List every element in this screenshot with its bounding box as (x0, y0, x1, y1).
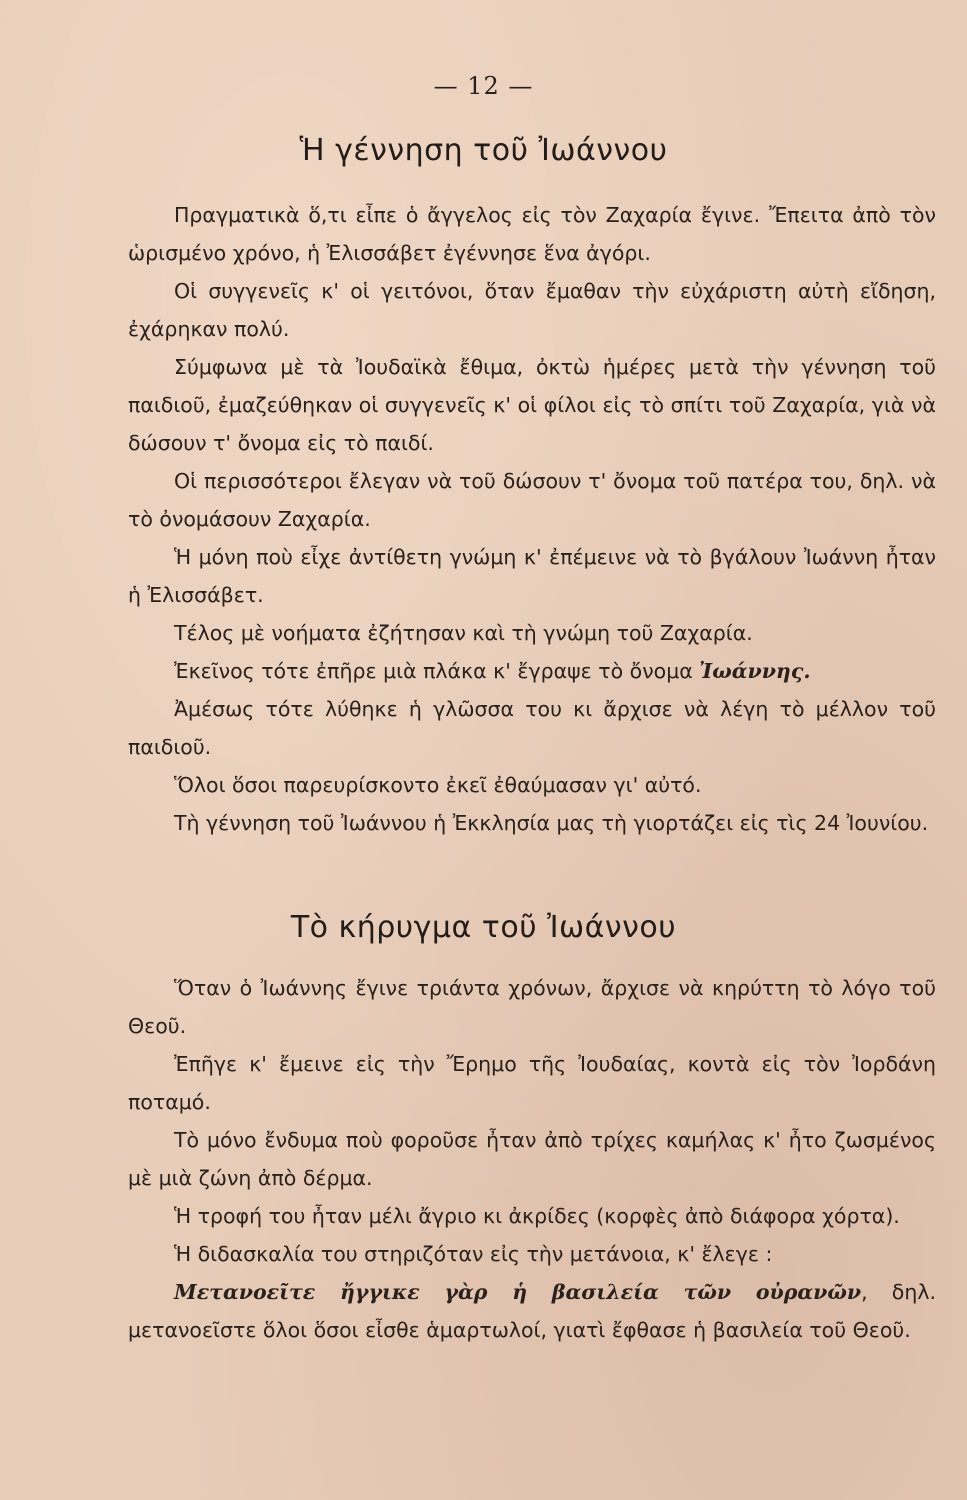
paragraph: Ὅλοι ὅσοι παρευρίσκοντο ἐκεῖ ἐθαύμασαν γι' αὐτό. (174, 773, 702, 797)
emphasized-quote: Μετανοεῖτε ἤγγικε γὰρ ἡ βασιλεία τῶν οὐρανῶν (174, 1280, 862, 1304)
paragraph: Οἱ περισσότεροι ἔλεγαν νὰ τοῦ δώσουν τ' ὄνομα τοῦ πατέρα του, δηλ. νὰ τὸ ὀνομάσουν Ζαχαρία. (128, 469, 936, 531)
paragraph: Ἡ διδασκαλία του στηριζόταν εἰς τὴν μετάνοια, κ' ἔλεγε : (174, 1242, 773, 1266)
paragraph-text: , δηλ. μετανοεῖστε ὅλοι ὅσοι εἶσθε ἁμαρτωλοί, γιατὶ ἔφθασε ἡ βασιλεία τοῦ Θεοῦ. (128, 1280, 936, 1342)
paragraph: Ἐπῆγε κ' ἔμεινε εἰς τὴν Ἔρημο τῆς Ἰουδαίας, κοντὰ εἰς τὸν Ἰορδάνη ποταμό. (128, 1052, 936, 1114)
paragraph: Τὴ γέννηση τοῦ Ἰωάννου ἡ Ἐκκλησία μας τὴ γιορτάζει εἰς τὶς 24 Ἰουνίου. (174, 811, 929, 835)
paragraph (128, 1273, 936, 1349)
paragraph: Τέλος μὲ νοήματα ἐζήτησαν καὶ τὴ γνώμη τοῦ Ζαχαρία. (174, 621, 753, 645)
paragraph: Οἱ συγγενεῖς κ' οἱ γειτόνοι, ὅταν ἔμαθαν τὴν εὐχάριστη αὐτὴ εἴδηση, ἐχάρηκαν πολύ. (128, 279, 936, 341)
section-title-birth: Ἡ γέννηση τοῦ Ἰωάννου (299, 133, 668, 168)
paragraph: Ἀμέσως τότε λύθηκε ἡ γλῶσσα του κι ἄρχισε νὰ λέγη τὸ μέλλον τοῦ παιδιοῦ. (128, 697, 936, 759)
emphasized-name: Ἰωάννης. (699, 659, 811, 683)
paragraph: Πραγματικὰ ὅ,τι εἶπε ὁ ἄγγελος εἰς τὸν Ζαχαρία ἔγινε. Ἔπειτα ἀπὸ τὸν ὡρισμένο χρόνο, ἡ Ἐλισσάβετ ἐγέννησε ἕνα ἀγόρι. (128, 203, 936, 265)
paragraph: Ἡ μόνη ποὺ εἶχε ἀντίθετη γνώμη κ' ἐπέμεινε νὰ τὸ βγάλουν Ἰωάννη ἦταν ἡ Ἐλισσάβετ. (128, 545, 936, 607)
section-body-birth (128, 196, 936, 842)
paragraph: Τὸ μόνο ἔνδυμα ποὺ φοροῦσε ἦταν ἀπὸ τρίχες καμήλας κ' ἦτο ζωσμένος μὲ μιὰ ζώνη ἀπὸ δέρμα. (128, 1128, 936, 1190)
paragraph: Σύμφωνα μὲ τὰ Ἰουδαϊκὰ ἔθιμα, ὀκτὼ ἡμέρες μετὰ τὴν γέννηση τοῦ παιδιοῦ, ἐμαζεύθηκαν οἱ συγγενεῖς κ' οἱ φίλοι εἰς τὸ σπίτι τοῦ Ζαχαρία, γιὰ νὰ δώσουν τ' ὄνομα εἰς τὸ παιδί. (128, 355, 936, 455)
paragraph: Ἡ τροφή του ἦταν μέλι ἄγριο κι ἀκρίδες (κορφὲς ἀπὸ διάφορα χόρτα). (174, 1204, 900, 1228)
paragraph (128, 652, 936, 690)
page-number: — 12 — (433, 72, 534, 100)
paragraph: Ὅταν ὁ Ἰωάννης ἔγινε τριάντα χρόνων, ἄρχισε νὰ κηρύττη τὸ λόγο τοῦ Θεοῦ. (128, 976, 936, 1038)
paragraph-text: Ἐκεῖνος τότε ἐπῆρε μιὰ πλάκα κ' ἔγραψε τὸ ὄνομα (174, 659, 693, 683)
section-body-preaching (128, 969, 936, 1349)
section-title-preaching: Τὸ κήρυγμα τοῦ Ἰωάννου (290, 910, 677, 945)
